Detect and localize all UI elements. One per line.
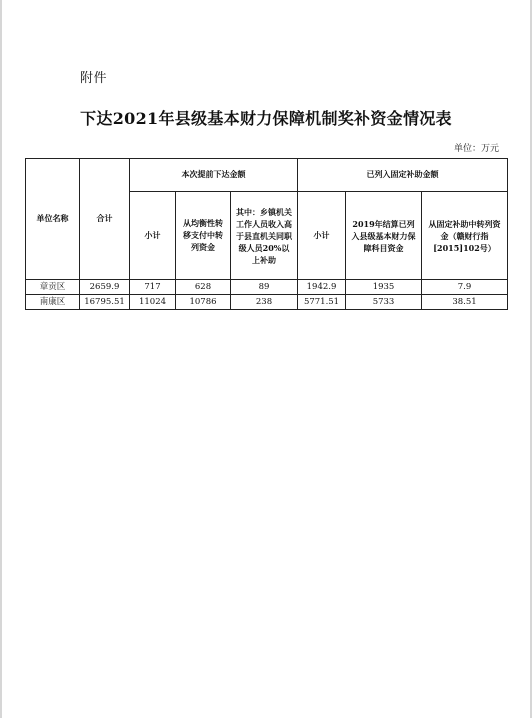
header-group-current: 本次提前下达金额	[130, 159, 298, 192]
header-fixed-2019: 2019年结算已列入县级基本财力保障科目资金	[346, 192, 422, 280]
cell-current-township: 89	[231, 280, 298, 295]
header-total: 合计	[80, 159, 130, 280]
cell-total: 16795.51	[80, 295, 130, 310]
table-row	[26, 280, 508, 295]
subsidy-table	[25, 158, 508, 310]
cell-fixed-transfer: 38.51	[422, 295, 508, 310]
cell-fixed-transfer: 7.9	[422, 280, 508, 295]
cell-fixed-2019: 1935	[346, 280, 422, 295]
cell-fixed-subtotal: 1942.9	[298, 280, 346, 295]
header-row-1	[26, 159, 508, 192]
cell-fixed-subtotal: 5771.51	[298, 295, 346, 310]
header-fixed-transfer: 从固定补助中转列资金（赣财行指[2015]102号）	[422, 192, 508, 280]
cell-unit: 章贡区	[26, 280, 80, 295]
header-fixed-subtotal: 小计	[298, 192, 346, 280]
header-current-township: 其中：乡镇机关工作人员收入高于县直机关同职级人员20%以上补助	[231, 192, 298, 280]
document-title: 下达2021年县级基本财力保障机制奖补资金情况表	[80, 109, 452, 128]
cell-current-balancing: 628	[176, 280, 231, 295]
cell-current-township: 238	[231, 295, 298, 310]
header-group-fixed: 已列入固定补助金额	[298, 159, 508, 192]
header-unit-name: 单位名称	[26, 159, 80, 280]
cell-unit: 南康区	[26, 295, 80, 310]
cell-current-subtotal: 717	[130, 280, 176, 295]
unit-label: 单位：万元	[453, 144, 499, 154]
header-current-subtotal: 小计	[130, 192, 176, 280]
header-current-balancing: 从均衡性转移支付中转列资金	[176, 192, 231, 280]
cell-current-balancing: 10786	[176, 295, 231, 310]
cell-fixed-2019: 5733	[346, 295, 422, 310]
cell-current-subtotal: 11024	[130, 295, 176, 310]
table-row	[26, 295, 508, 310]
cell-total: 2659.9	[80, 280, 130, 295]
attachment-label: 附件	[80, 71, 108, 86]
